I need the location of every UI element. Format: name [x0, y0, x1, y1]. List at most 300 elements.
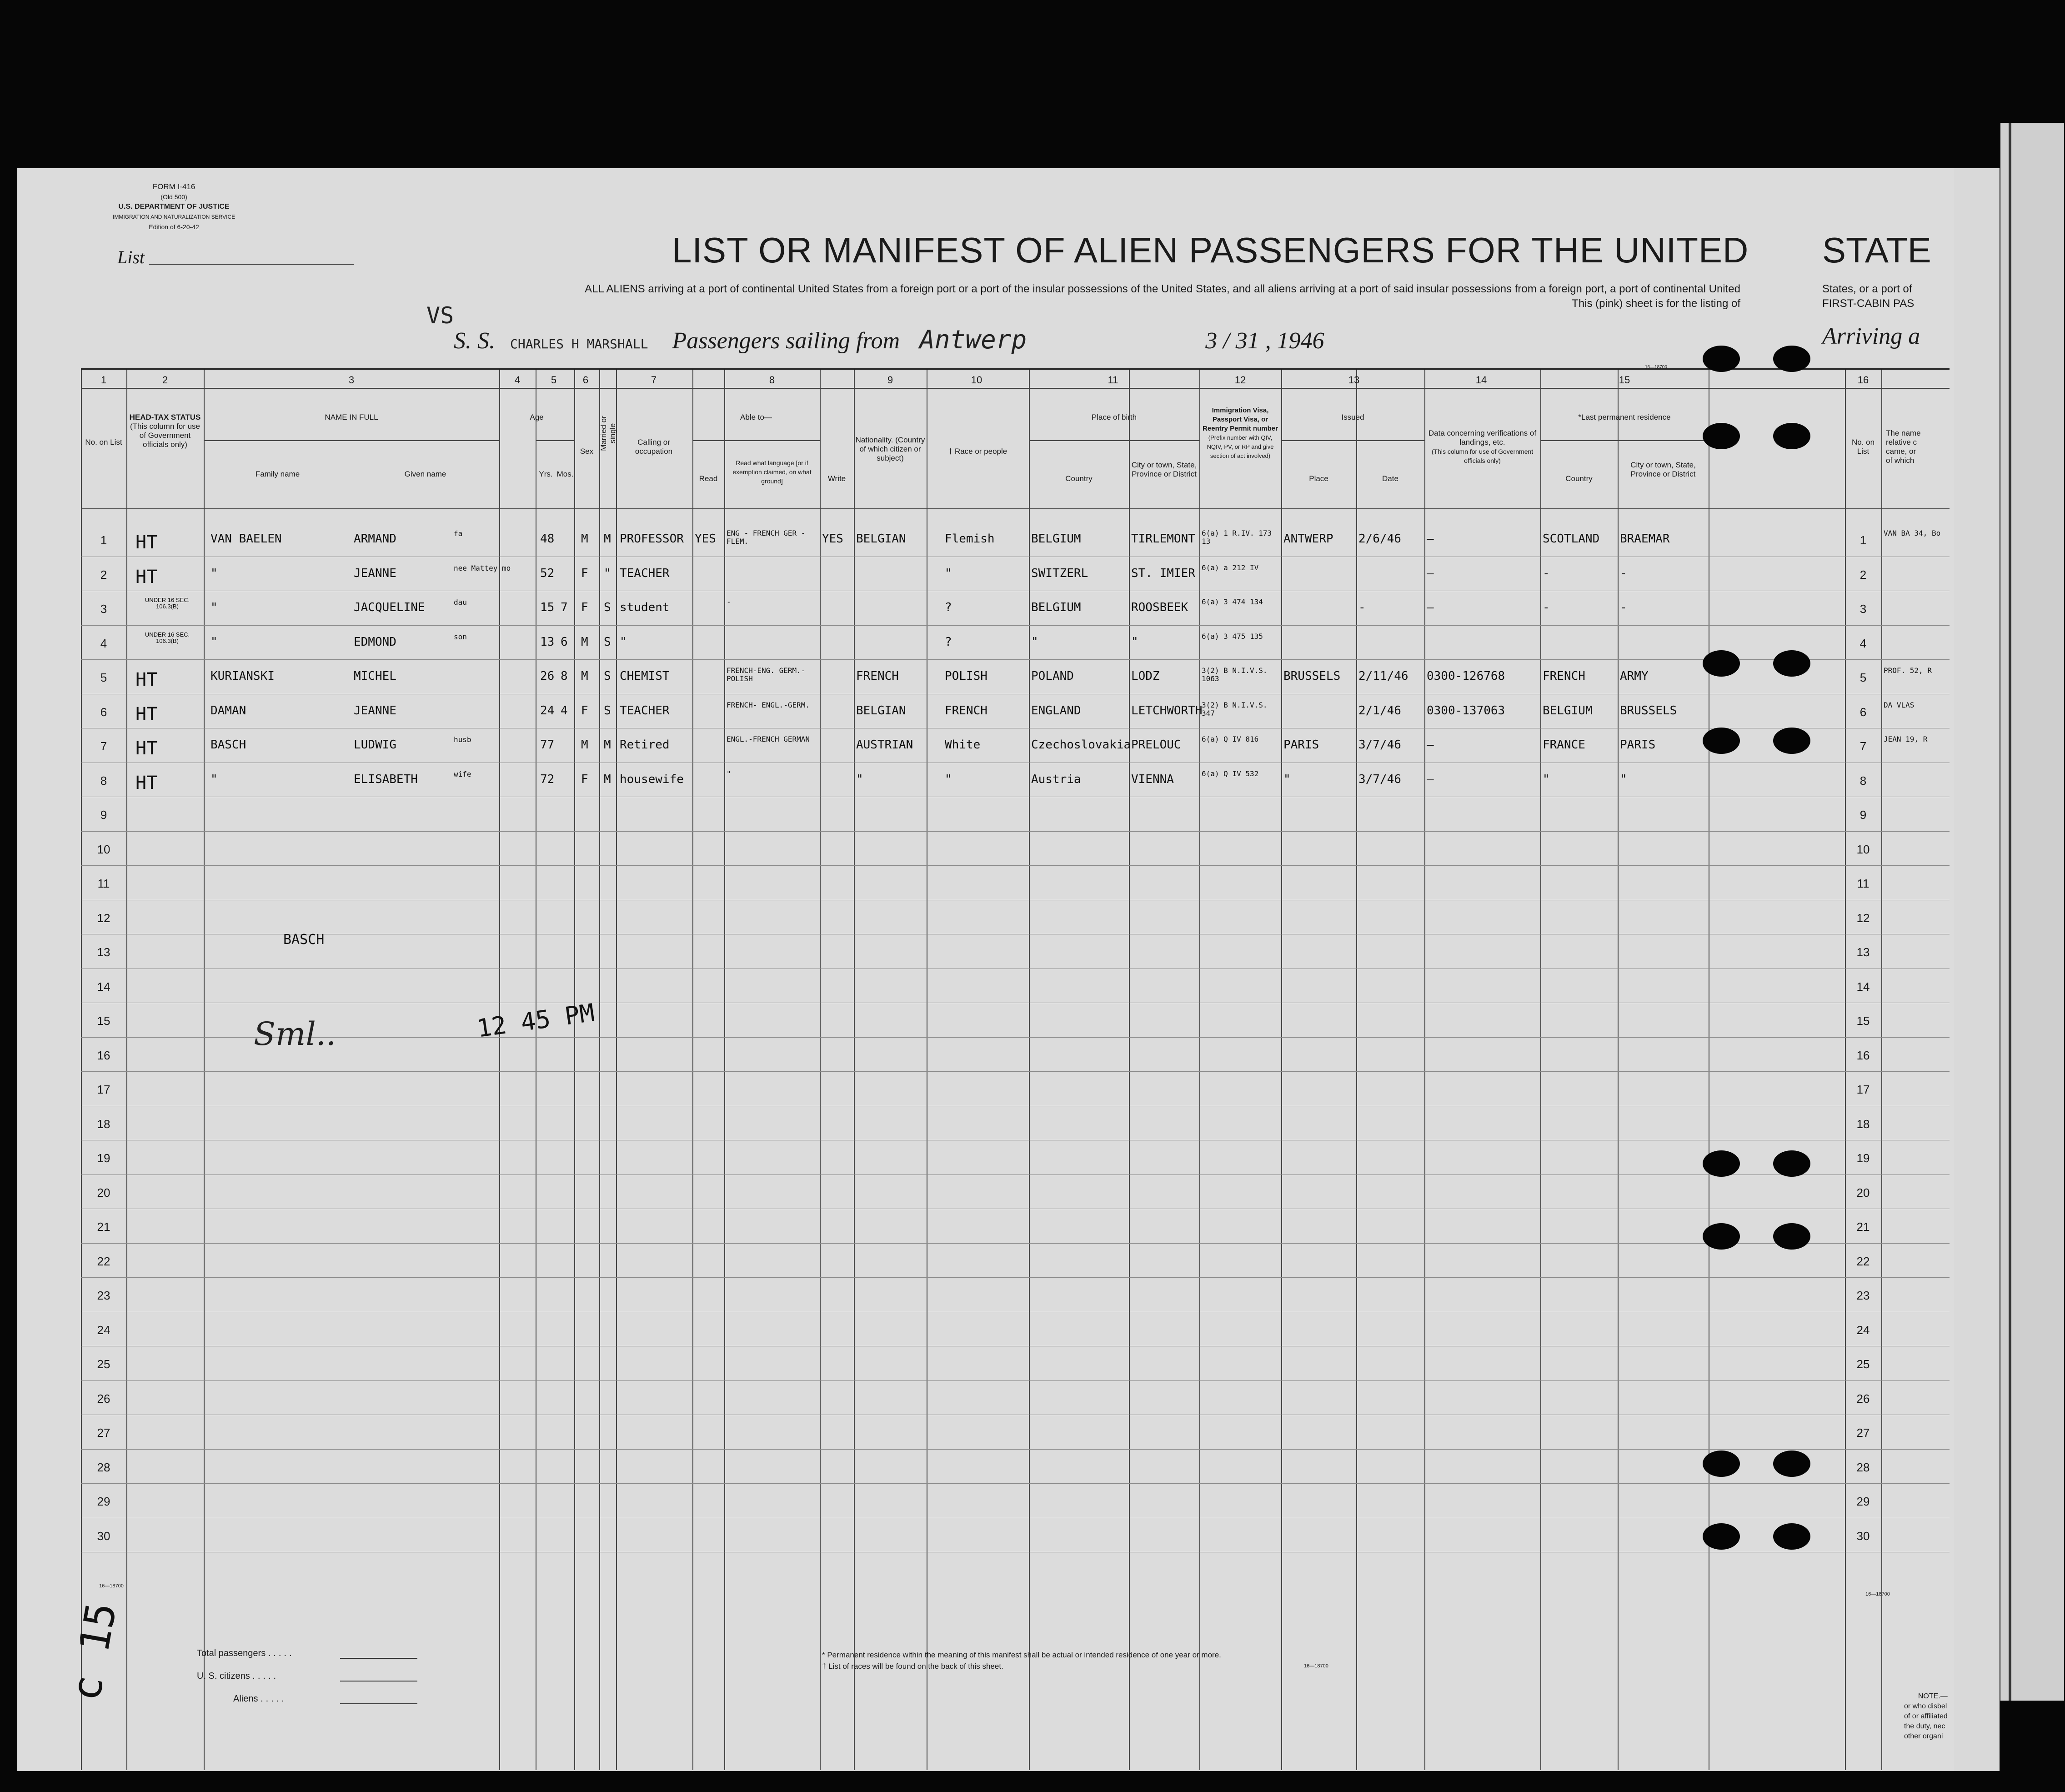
- verification: 0300-137063: [1427, 703, 1505, 718]
- sex: M: [581, 635, 588, 649]
- row-number-right: 6: [1860, 705, 1867, 719]
- issued-date: -: [1358, 601, 1366, 614]
- hdr-calling: Calling or occupation: [635, 438, 673, 456]
- row-number: 1: [100, 533, 107, 547]
- row-number-right: 4: [1860, 636, 1867, 650]
- relative: VAN BA 34, Bo: [1884, 529, 1941, 537]
- visa-number: 6(a) 3 475 135: [1202, 632, 1263, 641]
- row-number: 21: [97, 1220, 110, 1234]
- punch-hole: [1773, 1150, 1810, 1177]
- family-name: VAN BAELEN: [211, 532, 282, 546]
- row-number: 7: [100, 739, 107, 753]
- note-right: NOTE.— or who disbel of or affiliated the duty, nec other organi: [1904, 1692, 1948, 1740]
- row-number: 28: [97, 1460, 110, 1474]
- row-number: 8: [100, 773, 107, 788]
- languages: FRENCH- ENGL.-GERM.: [727, 700, 810, 709]
- col-num-15: 15: [1619, 374, 1630, 386]
- row-number-right: 3: [1860, 602, 1867, 616]
- row-number: 24: [97, 1323, 110, 1337]
- relative: DA VLAS: [1884, 700, 1915, 709]
- hdr-family-name: Family name: [255, 470, 300, 478]
- head-tax: HT: [135, 772, 158, 793]
- given-note: nee Mattey mo: [454, 563, 511, 572]
- issued-date: 2/11/46: [1358, 669, 1408, 683]
- age-years: 72: [540, 772, 555, 786]
- visa-number: 6(a) 1 R.IV. 173 13: [1202, 529, 1272, 546]
- footnote-races: † List of races will be found on the back of this sheet.: [822, 1662, 1003, 1671]
- hdr-birth-country: Country: [1065, 474, 1093, 483]
- col-num-6: 6: [582, 374, 589, 386]
- head-tax: HT: [135, 703, 158, 725]
- hdr-age: Age: [530, 413, 544, 422]
- marital-status: S: [604, 635, 611, 649]
- col-num-7: 7: [651, 374, 657, 386]
- occupation: student: [620, 601, 670, 614]
- sex: F: [581, 566, 588, 580]
- row-line: [81, 1483, 1950, 1484]
- row-line: [81, 1071, 1950, 1072]
- row-line: [81, 659, 1950, 660]
- occupation: TEACHER: [620, 703, 670, 718]
- punch-hole: [1703, 1523, 1740, 1550]
- residence-city: ": [1620, 772, 1627, 786]
- languages: ": [727, 769, 731, 778]
- col-num-10: 10: [971, 374, 982, 386]
- col-num-8: 8: [769, 374, 775, 386]
- family-name: ": [211, 601, 218, 614]
- service-name: IMMIGRATION AND NATURALIZATION SERVICE: [113, 214, 236, 220]
- nationality: BELGIAN: [856, 532, 906, 546]
- given-name: JEANNE: [354, 566, 396, 580]
- visa-number: 6(a) 3 474 134: [1202, 597, 1263, 606]
- birth-country: ": [1031, 635, 1038, 649]
- marital-status: M: [604, 738, 611, 752]
- row-number-right: 15: [1856, 1014, 1870, 1028]
- given-name: JACQUELINE: [354, 601, 425, 614]
- footer-citizens: U. S. citizens .....: [197, 1671, 279, 1681]
- race: ?: [945, 601, 952, 614]
- visa-number: 6(a) Q IV 532: [1202, 769, 1259, 778]
- age-years: 48: [540, 532, 555, 546]
- page-title-continued: STATE: [1822, 230, 1931, 270]
- sex: M: [581, 669, 588, 683]
- row-number: 14: [97, 979, 110, 994]
- can-write: YES: [822, 532, 843, 546]
- footer-aliens: Aliens .....: [233, 1694, 287, 1704]
- row-number-right: 1: [1860, 533, 1867, 547]
- ss-label: S. S.: [454, 328, 495, 354]
- row-number: 6: [100, 705, 107, 719]
- hdr-name-in-full: NAME IN FULL: [325, 413, 378, 422]
- birth-city: ST. IMIER: [1131, 566, 1195, 580]
- given-note: husb: [454, 735, 471, 744]
- row-number: 19: [97, 1151, 110, 1165]
- relative: JEAN 19, R: [1884, 735, 1928, 743]
- given-note: dau: [454, 598, 467, 607]
- row-number-right: 10: [1856, 842, 1870, 856]
- ship-line: [426, 302, 1324, 355]
- issued-place: ANTWERP: [1283, 532, 1333, 546]
- age-years: 26: [540, 669, 555, 683]
- nationality: BELGIAN: [856, 703, 906, 718]
- hdr-res-city: City or town, State, Province or District: [1630, 461, 1696, 478]
- verification: —: [1427, 601, 1434, 614]
- residence-city: BRAEMAR: [1620, 532, 1670, 546]
- hdr-nationality: Nationality. (Country of which citizen or subject): [855, 436, 925, 462]
- punch-hole: [1703, 346, 1740, 372]
- given-note: wife: [454, 769, 471, 778]
- punch-hole: [1703, 423, 1740, 449]
- hdr-birth-city: City or town, State, Province or District: [1131, 461, 1197, 478]
- sex: F: [581, 772, 588, 786]
- age-months: 6: [561, 635, 568, 649]
- languages: ENGL.-FRENCH GERMAN: [727, 735, 810, 743]
- occupation: housewife: [620, 772, 684, 786]
- row-number-right: 21: [1856, 1220, 1870, 1234]
- margin-mark: c 15: [61, 1599, 126, 1705]
- languages: FRENCH-ENG. GERM.-POLISH: [727, 666, 806, 683]
- issued-place: BRUSSELS: [1283, 669, 1341, 683]
- row-number-right: 7: [1860, 739, 1867, 753]
- birth-country: SWITZERL: [1031, 566, 1088, 580]
- birth-city: PRELOUC: [1131, 738, 1181, 752]
- verification: 0300-126768: [1427, 669, 1505, 683]
- row-number-right: 13: [1856, 945, 1870, 959]
- given-note: fa: [454, 529, 463, 538]
- row-number: 22: [97, 1254, 110, 1268]
- hdr-visa: Immigration Visa, Passport Visa, or Reentry Permit number (Prefix number with QIV, NQIV, PV, or RP and give section of act involved): [1203, 407, 1278, 459]
- hdr-no-on-list: No. on List: [85, 438, 122, 447]
- punch-hole: [1773, 1223, 1810, 1250]
- sex: M: [581, 738, 588, 752]
- age-years: 13: [540, 635, 555, 649]
- residence-city: ARMY: [1620, 669, 1649, 683]
- row-number: 5: [100, 671, 107, 684]
- issued-place: PARIS: [1283, 738, 1319, 752]
- residence-city: BRUSSELS: [1620, 703, 1677, 718]
- head-tax: HT: [135, 738, 158, 759]
- marital-status: S: [604, 601, 611, 614]
- footer-total-line: [340, 1658, 417, 1659]
- issued-date: 3/7/46: [1358, 772, 1401, 786]
- subtitle-continued: States, or a port of FIRST-CABIN PAS: [1822, 283, 1915, 310]
- row-number: 30: [97, 1529, 110, 1543]
- basch-extra: BASCH: [283, 932, 325, 948]
- hdr-res-country: Country: [1565, 474, 1593, 483]
- verification: —: [1427, 566, 1434, 580]
- race: ?: [945, 635, 952, 649]
- age-years: 24: [540, 703, 555, 718]
- visa-number: 3(2) B N.I.V.S. 1063: [1202, 666, 1268, 683]
- race: Flemish: [945, 532, 995, 546]
- row-number: 12: [97, 911, 110, 925]
- form-code-right: 16—18700: [1865, 1591, 1890, 1597]
- department-name: U.S. DEPARTMENT OF JUSTICE: [118, 203, 230, 211]
- family-name: ": [211, 772, 218, 786]
- signature: Sml..: [254, 1015, 336, 1053]
- head-tax: HT: [135, 566, 158, 587]
- age-months: 4: [561, 703, 568, 718]
- head-tax: UNDER 16 SEC. 106.3(B): [145, 597, 190, 610]
- sex: F: [581, 703, 588, 718]
- year: 46: [1300, 328, 1324, 354]
- sheet-continuation-edge: [1954, 168, 2000, 1771]
- edition: Edition of 6-20-42: [149, 223, 199, 231]
- form-code-left: 16—18700: [99, 1583, 124, 1589]
- row-number: 16: [97, 1048, 110, 1062]
- family-name: BASCH: [211, 738, 246, 752]
- punch-hole: [1773, 650, 1810, 677]
- footnote-residence: * Permanent residence within the meaning of this manifest shall be actual or intended residence of one year or more.: [822, 1651, 1221, 1659]
- verification: —: [1427, 772, 1434, 786]
- date-label: 3 / 31 , 19: [1205, 328, 1301, 354]
- ship-mark: VS: [426, 302, 454, 329]
- row-number-right: 24: [1856, 1323, 1870, 1337]
- row-number-right: 30: [1856, 1529, 1870, 1543]
- head-tax: UNDER 16 SEC. 106.3(B): [145, 631, 190, 644]
- head-tax: HT: [135, 532, 158, 553]
- row-number: 17: [97, 1083, 110, 1096]
- visa-number: 6(a) a 212 IV: [1202, 563, 1259, 572]
- sex: M: [581, 532, 588, 546]
- row-number-right: 11: [1857, 877, 1870, 890]
- row-number-right: 20: [1856, 1185, 1870, 1200]
- given-name: EDMOND: [354, 635, 396, 649]
- row-number-right: 14: [1856, 979, 1870, 994]
- age-years: 15: [540, 601, 555, 614]
- residence-city: PARIS: [1620, 738, 1656, 752]
- race: ": [945, 772, 952, 786]
- row-number: 25: [97, 1357, 110, 1371]
- hdr-verifications: Data concerning verifications of landings, etc. (This column for use of Government officials only): [1428, 429, 1537, 464]
- row-number-right: 23: [1856, 1289, 1870, 1302]
- given-name: JEANNE: [354, 703, 396, 718]
- col-num-16: 16: [1857, 374, 1869, 386]
- birth-country: BELGIUM: [1031, 532, 1081, 546]
- nationality: AUSTRIAN: [856, 738, 913, 752]
- footer-aliens-line: [340, 1703, 417, 1704]
- marital-status: S: [604, 703, 611, 718]
- occupation: ": [620, 635, 627, 649]
- occupation: TEACHER: [620, 566, 670, 580]
- residence-country: -: [1543, 566, 1550, 580]
- birth-city: LETCHWORTH: [1131, 703, 1203, 718]
- residence-country: ": [1543, 772, 1550, 786]
- punch-hole: [1703, 1150, 1740, 1177]
- list-label: List: [117, 247, 145, 267]
- birth-city: VIENNA: [1131, 772, 1174, 786]
- residence-city: -: [1620, 566, 1627, 580]
- manifest-sheet: [17, 168, 1954, 1771]
- row-line: [81, 831, 1950, 832]
- col-num-12: 12: [1234, 374, 1246, 386]
- hdr-issued-date: Date: [1382, 474, 1398, 483]
- row-number-right: 8: [1860, 773, 1867, 788]
- row-number-right: 22: [1856, 1254, 1870, 1268]
- row-line: [81, 865, 1950, 866]
- age-years: 52: [540, 566, 555, 580]
- sailing-label: Passengers sailing from: [672, 328, 900, 354]
- residence-city: -: [1620, 601, 1627, 614]
- hdr-able-to: Able to—: [740, 413, 772, 422]
- given-name: ARMAND: [354, 532, 396, 546]
- punch-hole: [1773, 728, 1810, 754]
- hdr-mos: Mos.: [556, 470, 574, 478]
- birth-city: TIRLEMONT: [1131, 532, 1195, 546]
- hdr-race: † Race or people: [948, 447, 1007, 456]
- occupation: CHEMIST: [620, 669, 670, 683]
- row-number-right: 27: [1856, 1426, 1870, 1440]
- verification: —: [1427, 532, 1434, 546]
- col-num-11: 11: [1108, 374, 1118, 386]
- subtitle: ALL ALIENS arriving at a port of continental United States from a foreign port or a port of the insular possessions of the United States, and all aliens arriving at a port of said insular possessions from a foreign port, a port of continental United This (pink) sheet is for the listing of: [585, 283, 1740, 310]
- row-line: [81, 1037, 1950, 1038]
- residence-country: -: [1543, 601, 1550, 614]
- birth-country: Czechoslovakia: [1031, 738, 1131, 752]
- punch-hole: [1773, 1451, 1810, 1477]
- race: POLISH: [945, 669, 987, 683]
- hdr-yrs: Yrs.: [539, 470, 553, 478]
- hdr-read: Read: [699, 474, 718, 483]
- punch-hole: [1703, 650, 1740, 677]
- row-number-right: 19: [1856, 1151, 1870, 1165]
- sex: F: [581, 601, 588, 614]
- footer-total: Total passengers .....: [197, 1648, 295, 1658]
- birth-city: ": [1131, 635, 1138, 649]
- given-name: ELISABETH: [354, 772, 418, 786]
- ship-name: CHARLES H MARSHALL: [510, 336, 648, 351]
- age-months: 8: [561, 669, 568, 683]
- race: ": [945, 566, 952, 580]
- hdr-issued-place: Place: [1309, 474, 1328, 483]
- age-years: 77: [540, 738, 555, 752]
- header-form-code: 16—18700: [1645, 365, 1667, 370]
- birth-city: LODZ: [1131, 669, 1160, 683]
- adjacent-page-strip: [2000, 123, 2064, 1701]
- family-name: ": [211, 635, 218, 649]
- issued-date: 3/7/46: [1358, 738, 1401, 752]
- birth-country: ENGLAND: [1031, 703, 1081, 718]
- residence-country: FRENCH: [1543, 669, 1585, 683]
- verification: —: [1427, 738, 1434, 752]
- languages: -: [727, 597, 731, 606]
- hdr-place-of-birth: Place of birth: [1091, 413, 1137, 422]
- head-tax: HT: [135, 669, 158, 690]
- signature-time: 12 45 PM: [475, 998, 596, 1043]
- residence-country: SCOTLAND: [1543, 532, 1600, 546]
- race: FRENCH: [945, 703, 987, 718]
- col-num-2: 2: [162, 374, 168, 386]
- col-num-13: 13: [1348, 374, 1360, 386]
- row-number: 2: [100, 567, 107, 582]
- row-number: 15: [97, 1014, 110, 1028]
- row-number: 4: [100, 636, 107, 650]
- birth-country: Austria: [1031, 772, 1081, 786]
- row-number: 18: [97, 1117, 110, 1131]
- row-number: 26: [97, 1391, 110, 1405]
- department-block: [113, 182, 235, 232]
- col-num-4: 4: [514, 374, 521, 386]
- row-number-right: 9: [1860, 808, 1867, 822]
- row-number: 10: [97, 842, 110, 856]
- col-num-3: 3: [348, 374, 355, 386]
- family-name: KURIANSKI: [211, 669, 275, 683]
- race: White: [945, 738, 981, 752]
- punch-hole: [1703, 1223, 1740, 1250]
- marital-status: M: [604, 532, 611, 546]
- col-num-5: 5: [551, 374, 557, 386]
- row-number-right: 29: [1856, 1495, 1870, 1508]
- hdr-sex: Sex: [580, 447, 594, 456]
- hdr-write: Write: [827, 474, 846, 483]
- visa-number: 6(a) Q IV 816: [1202, 735, 1259, 743]
- footer-citizens-line: [340, 1681, 417, 1682]
- form-number: FORM I-416: [152, 182, 195, 191]
- punch-hole: [1703, 1451, 1740, 1477]
- family-name: DAMAN: [211, 703, 246, 718]
- issued-place: ": [1283, 772, 1291, 786]
- nationality: ": [856, 772, 863, 786]
- given-name: LUDWIG: [354, 738, 396, 752]
- row-line: [81, 1277, 1950, 1278]
- row-number: 11: [97, 877, 110, 890]
- page-title: LIST OR MANIFEST OF ALIEN PASSENGERS FOR THE UNITED: [672, 230, 1749, 270]
- hdr-last-residence: *Last permanent residence: [1578, 413, 1671, 422]
- marital-status: S: [604, 669, 611, 683]
- relative: PROF. 52, R: [1884, 666, 1932, 675]
- hdr-married: Married or single: [599, 416, 617, 451]
- can-read: YES: [695, 532, 716, 546]
- age-months: 7: [561, 601, 568, 614]
- hdr-issued: Issued: [1341, 413, 1364, 422]
- birth-city: ROOSBEEK: [1131, 601, 1188, 614]
- residence-country: FRANCE: [1543, 738, 1585, 752]
- hdr-no-on-list-right: No. on List: [1851, 438, 1875, 456]
- row-number-right: 16: [1856, 1048, 1870, 1062]
- row-line: [81, 1449, 1950, 1450]
- occupation: Retired: [620, 738, 670, 752]
- punch-hole: [1773, 346, 1810, 372]
- given-note: son: [454, 632, 467, 641]
- row-number: 13: [97, 945, 110, 959]
- row-number: 20: [97, 1185, 110, 1200]
- row-line: [81, 625, 1950, 626]
- arriving-label: Arriving a: [1822, 323, 1920, 349]
- row-number-right: 5: [1860, 671, 1867, 684]
- port-name: Antwerp: [919, 325, 1027, 355]
- row-number-right: 2: [1860, 567, 1867, 582]
- form-code-mid: 16—18700: [1304, 1663, 1328, 1669]
- hdr-given-name: Given name: [404, 470, 446, 478]
- birth-country: BELGIUM: [1031, 601, 1081, 614]
- row-number-right: 17: [1856, 1083, 1870, 1096]
- issued-date: 2/1/46: [1358, 703, 1401, 718]
- col-num-9: 9: [887, 374, 893, 386]
- punch-hole: [1703, 728, 1740, 754]
- occupation: PROFESSOR: [620, 532, 684, 546]
- marital-status: ": [604, 566, 611, 580]
- given-name: MICHEL: [354, 669, 396, 683]
- col-num-1: 1: [100, 374, 107, 386]
- residence-country: BELGIUM: [1543, 703, 1593, 718]
- family-name: ": [211, 566, 218, 580]
- hdr-relative: The name relative c came, or of which: [1886, 429, 1921, 465]
- visa-number: 3(2) B N.I.V.S. 347: [1202, 700, 1268, 718]
- hdr-head-tax: HEAD-TAX STATUS (This column for use of Government officials only): [129, 413, 201, 449]
- row-number: 3: [100, 602, 107, 616]
- languages: ENG - FRENCH GER - FLEM.: [727, 529, 806, 546]
- row-line: [81, 1243, 1950, 1244]
